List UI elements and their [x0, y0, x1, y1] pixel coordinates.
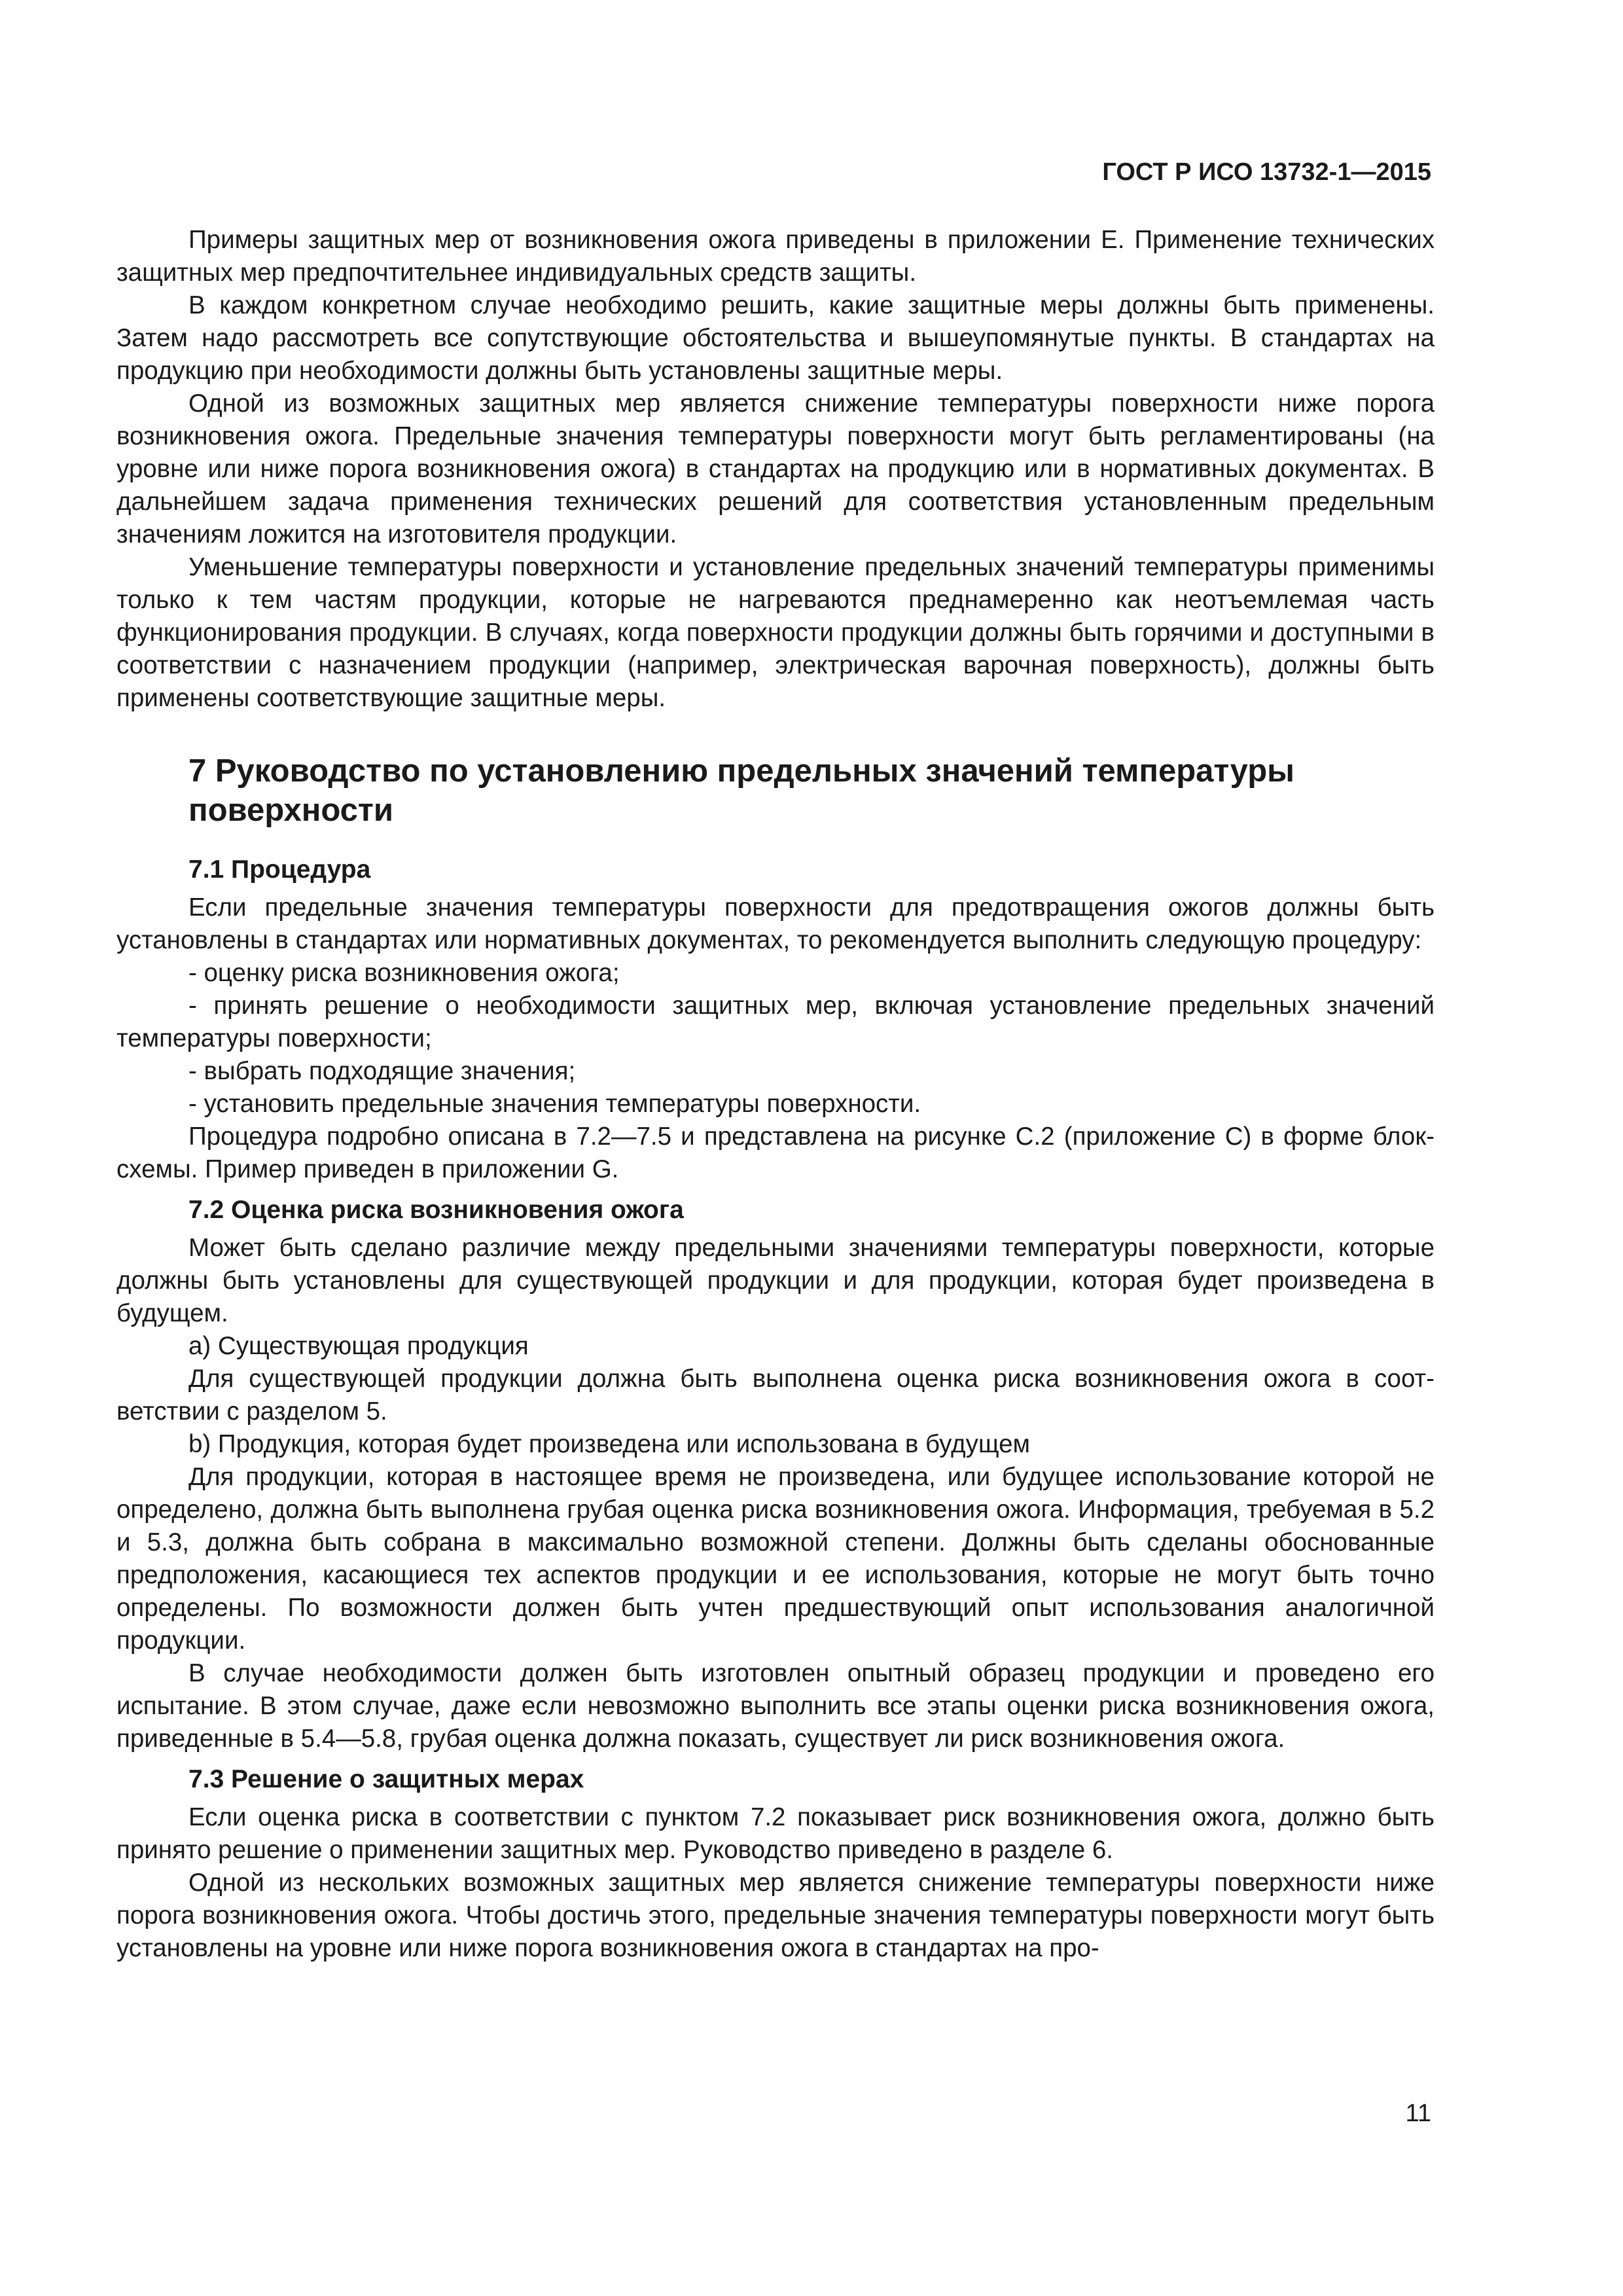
page-body: [116, 224, 1435, 1965]
paragraph: Одной из нескольких возможных защитных мер является снижение температуры поверхности ниже порога возникновения ожога. Чтобы достичь этого, предельные значения температуры поверхности могут быть установлены на уровне или ниже порога возникновения ожога в стандартах на про-: [116, 1869, 1435, 1962]
paragraph: Для продукции, которая в настоящее время не произведена, или будущее использование которой не определено, должна быть выполнена грубая оценка риска возникновения ожога. Информация, требуемая в 5.2 и 5.3, должна быть собрана в максимально возможной степени. Должны быть сделаны обоснованные предположения, касающиеся тех аспектов продукции и ее использования, которые не могут быть точно определены. По возможности должен быть учтен предшествующий опыт использования аналогичной продукции.: [116, 1463, 1435, 1655]
document-header: ГОСТ Р ИСО 13732-1—2015: [1102, 158, 1431, 186]
list-item: - установить предельные значения температуры поверхности.: [188, 1090, 921, 1118]
paragraph: Если оценка риска в соответствии с пунктом 7.2 показывает риск возникновения ожога, должно быть принято решение о применении защитных мер. Руководство приведено в разделе 6.: [116, 1803, 1435, 1864]
section-heading: 7 Руководство по установлению предельных значений температуры поверхности: [188, 753, 1294, 828]
list-item: - оценку риска возникновения ожога;: [188, 959, 620, 987]
subsection-heading: 7.2 Оценка риска возникновения ожога: [188, 1196, 684, 1224]
paragraph: В каждом конкретном случае необходимо решить, какие защитные меры должны быть применены. Затем надо рассмотреть все сопутствующие обстоятельства и вышеупомянутые пункты. В стандартах на продукцию при необходимости должны быть установлены защитные меры.: [116, 291, 1435, 385]
subsection-heading: 7.1 Процедура: [188, 855, 371, 884]
paragraph: Процедура подробно описана в 7.2—7.5 и представлена на рисунке С.2 (приложение С) в форме блок-схемы. Пример приведен в приложении G.: [116, 1122, 1435, 1183]
list-item: - выбрать подходящие значения;: [188, 1057, 576, 1085]
list-item-label: a) Существующая продукция: [188, 1332, 529, 1360]
paragraph: Уменьшение температуры поверхности и установление предельных значений температуры применимы только к тем частям продукции, которые не нагреваются преднамеренно как неотъемлемая часть функционирования продукции. В случаях, когда поверхности продукции должны быть горячими и доступными в соответствии с назначением продукции (например, электрическая варочная поверхность), должны быть применены соответствующие защитные меры.: [116, 553, 1435, 712]
paragraph: Примеры защитных мер от возникновения ожога приведены в приложении Е. Применение технических защитных мер предпочтительнее индивидуальных средств защиты.: [116, 226, 1435, 287]
list-item: - принять решение о необходимости защитных мер, включая установление предельных значений температуры поверхности;: [116, 992, 1435, 1052]
subsection-heading: 7.3 Решение о защитных мерах: [188, 1765, 584, 1793]
list-item-label: b) Продукция, которая будет произведена или использована в будущем: [188, 1430, 1030, 1458]
paragraph: Одной из возможных защитных мер является снижение температуры поверхности ниже порога возникновения ожога. Предельные значения температуры поверхности могут быть регламентированы (на уровне или ниже порога возникновения ожога) в стандартах на продукцию или в нормативных документах. В дальнейшем задача применения технических решений для соответствия установленным предельным значениям ложится на изготовителя продукции.: [116, 389, 1435, 548]
page-number: 11: [1405, 2100, 1431, 2127]
paragraph: Может быть сделано различие между предельными значениями температуры поверхности, которые должны быть установлены для существующей продукции и для продукции, которая будет произведена в будущем.: [116, 1234, 1435, 1327]
paragraph: Для существующей продукции должна быть выполнена оценка риска возникновения ожога в соответствии с разделом 5.: [116, 1365, 1435, 1426]
paragraph: В случае необходимости должен быть изготовлен опытный образец продукции и проведено его испытание. В этом случае, даже если невозможно выполнить все этапы оценки риска возникновения ожога, приведенные в 5.4—5.8, грубая оценка должна показать, существует ли риск возникновения ожога.: [116, 1659, 1435, 1753]
paragraph: Если предельные значения температуры поверхности для предотвращения ожогов должны быть установлены в стандартах или нормативных документах, то рекомендуется выполнить следующую процедуру:: [116, 893, 1435, 954]
